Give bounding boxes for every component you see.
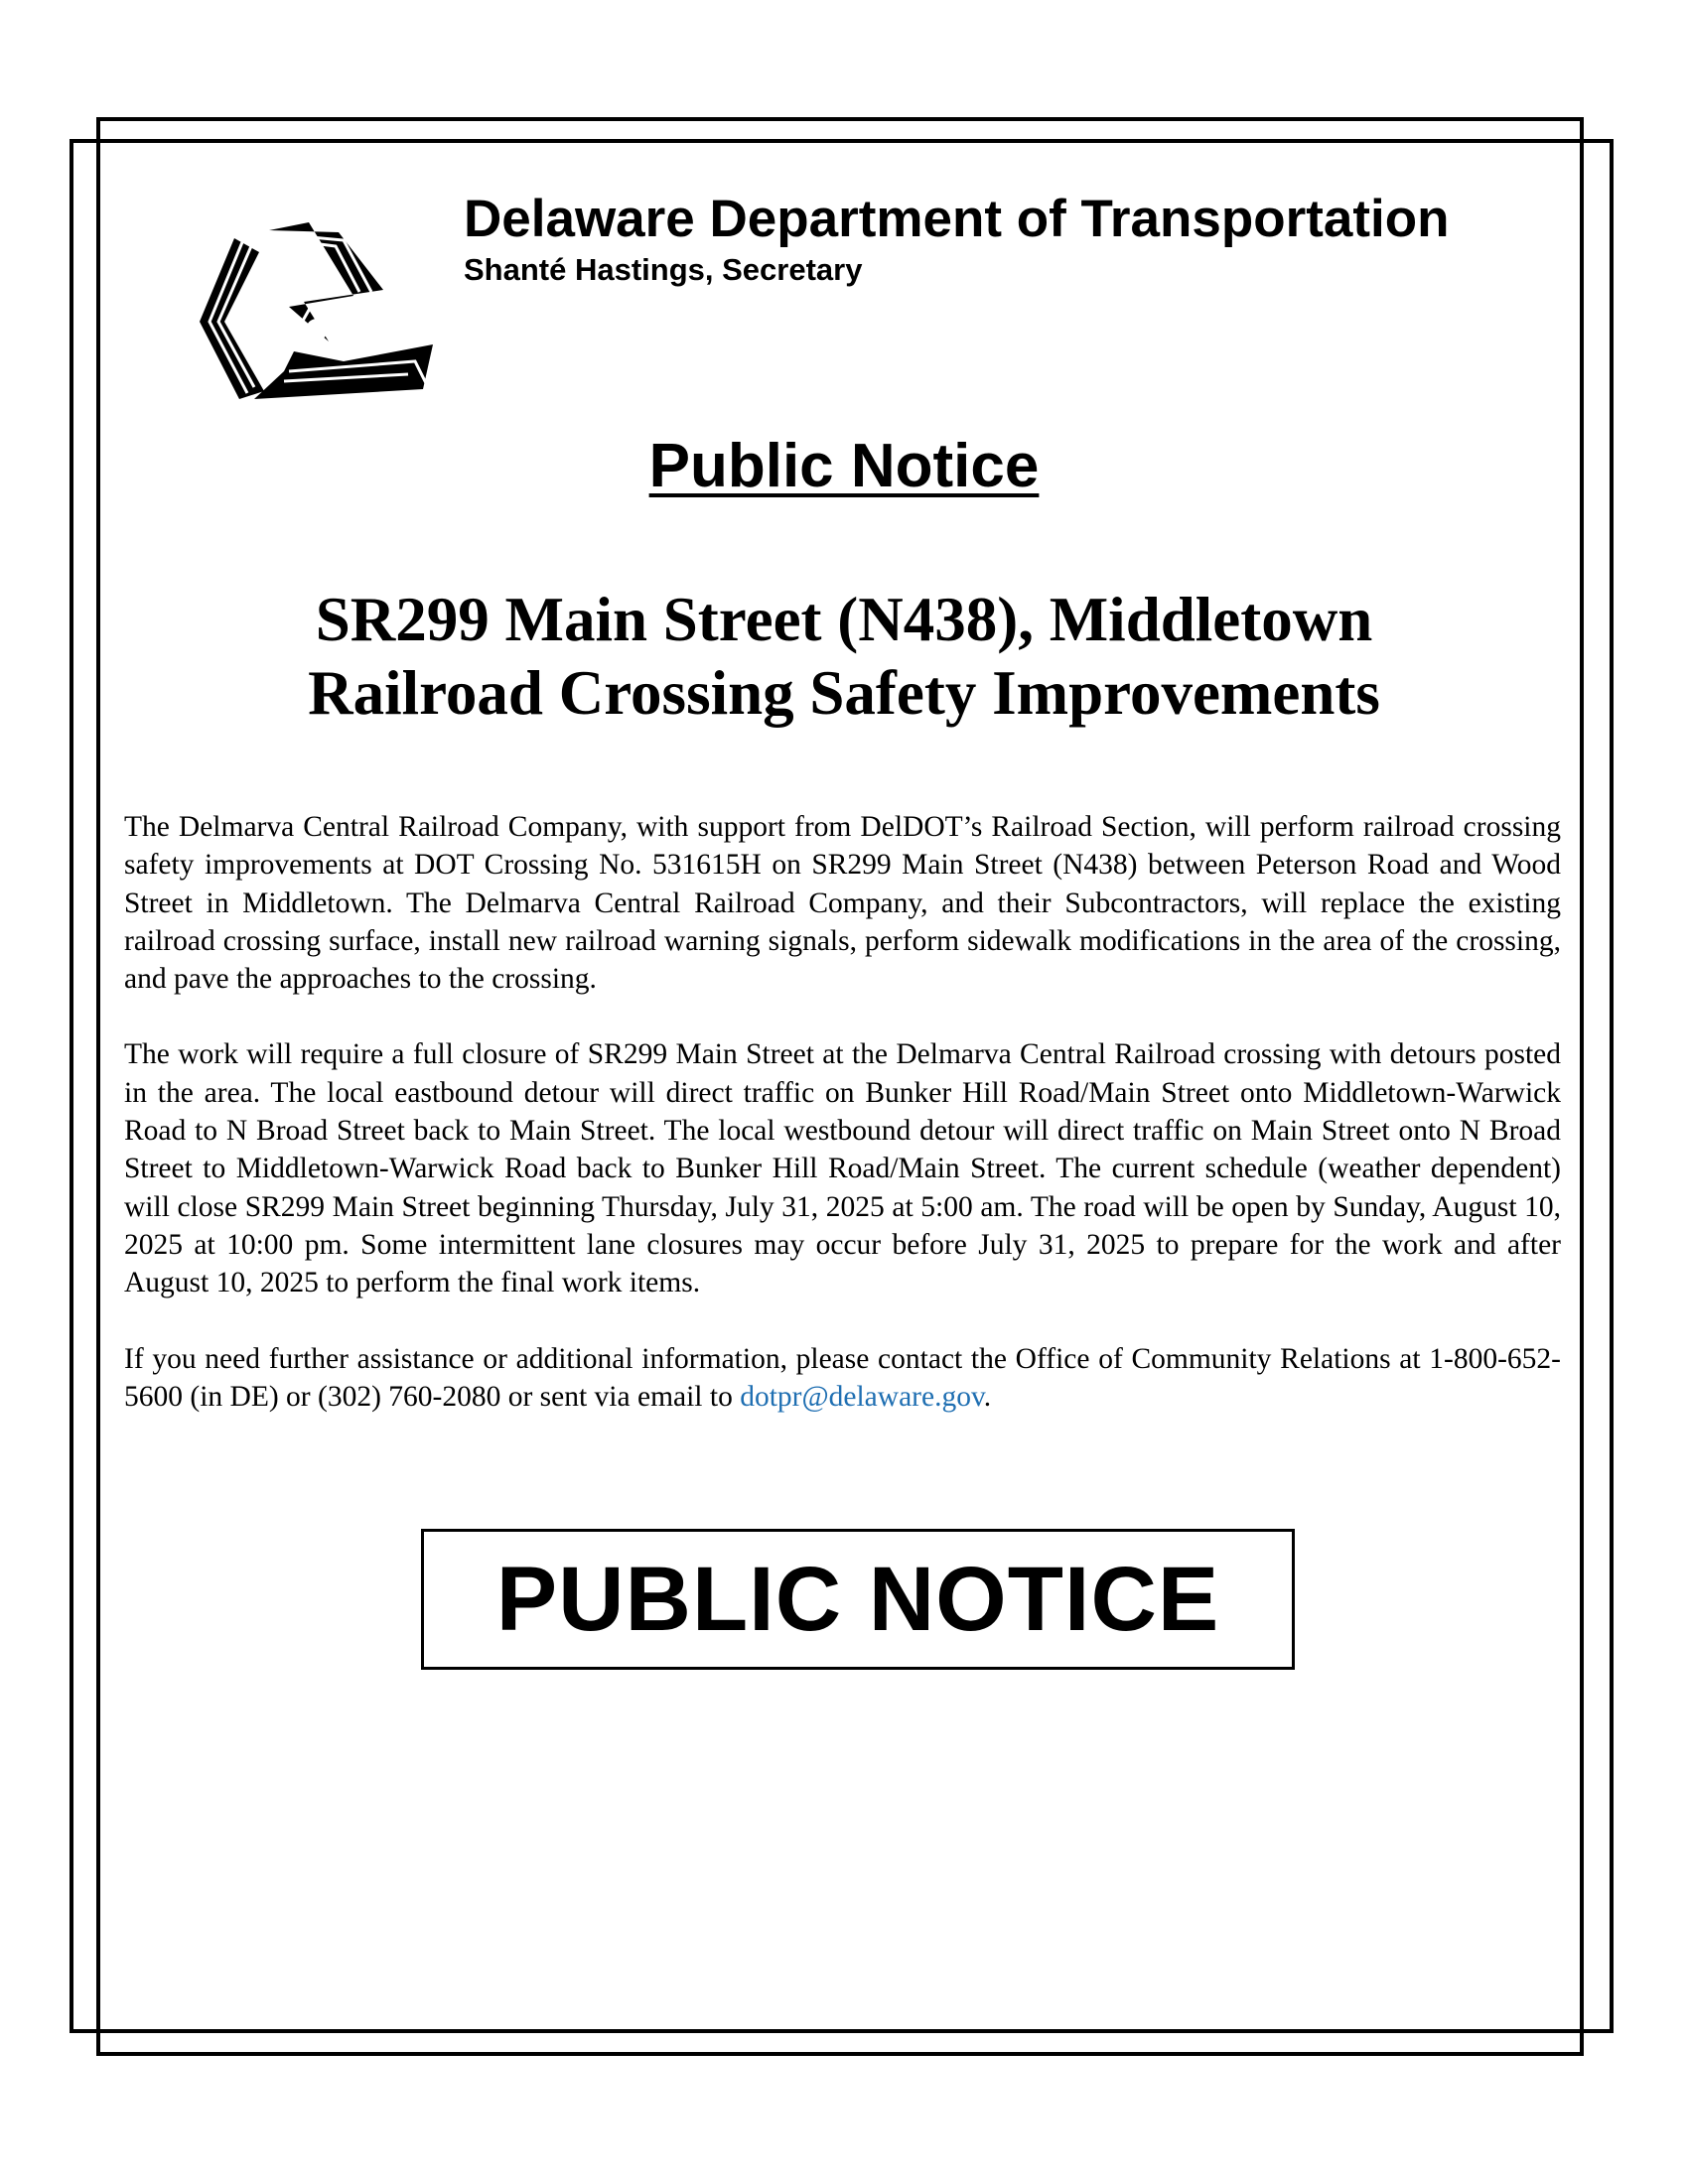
notice-title (0, 583, 1688, 730)
notice-title-line-1: SR299 Main Street (N438), Middletown (315, 585, 1373, 654)
public-notice-box: PUBLIC NOTICE (421, 1529, 1295, 1670)
body-paragraph-2: The work will require a full closure of SR299 Main Street at the Delmarva Central Railroad crossing with detours posted in the area. The local eastbound detour will direct traffic on Bunker Hill Road/Main Street onto Middletown-Warwick Road to N Broad Street back to Main Street. The local westbound detour will direct traffic on Main Street onto N Broad Street to Middletown-Warwick Road back to Bunker Hill Road/Main Street. The current schedule (weather dependent) will close SR299 Main Street beginning Thursday, July 31, 2025 at 5:00 am. The road will be open by Sunday, August 10, 2025 at 10:00 pm. Some intermittent lane closures may occur before July 31, 2025 to prepare for the work and after August 10, 2025 to perform the final work items. (124, 1038, 1561, 1299)
notice-body (124, 808, 1561, 1453)
secretary-name: Shanté Hastings, Secretary (464, 252, 863, 287)
email-link[interactable]: dotpr@delaware.gov (740, 1380, 984, 1413)
deldot-triangle-logo-icon (195, 212, 439, 411)
public-notice-heading-text: Public Notice (648, 432, 1040, 500)
public-notice-heading (0, 431, 1688, 502)
notice-title-line-2: Railroad Crossing Safety Improvements (308, 658, 1380, 728)
organization-name: Delaware Department of Transportation (464, 190, 1450, 248)
contact-text: If you need further assistance or additional information, please contact the Office of Community Relations at 1-800-652-5600 (in DE) or (302) 760-2080 or sent via email to (124, 1342, 1561, 1413)
body-paragraph-1: The Delmarva Central Railroad Company, with support from DelDOT’s Railroad Section, will perform railroad crossing safety improvements at DOT Crossing No. 531615H on SR299 Main Street (N438) between Peterson Road and Wood Street in Middletown. The Delmarva Central Railroad Company, and their Subcontractors, will replace the existing railroad crossing surface, install new railroad warning signals, perform sidewalk modifications in the area of the crossing, and pave the approaches to the crossing. (124, 811, 1561, 996)
body-paragraph-3 (124, 1340, 1561, 1417)
contact-text-end: . (983, 1380, 992, 1413)
